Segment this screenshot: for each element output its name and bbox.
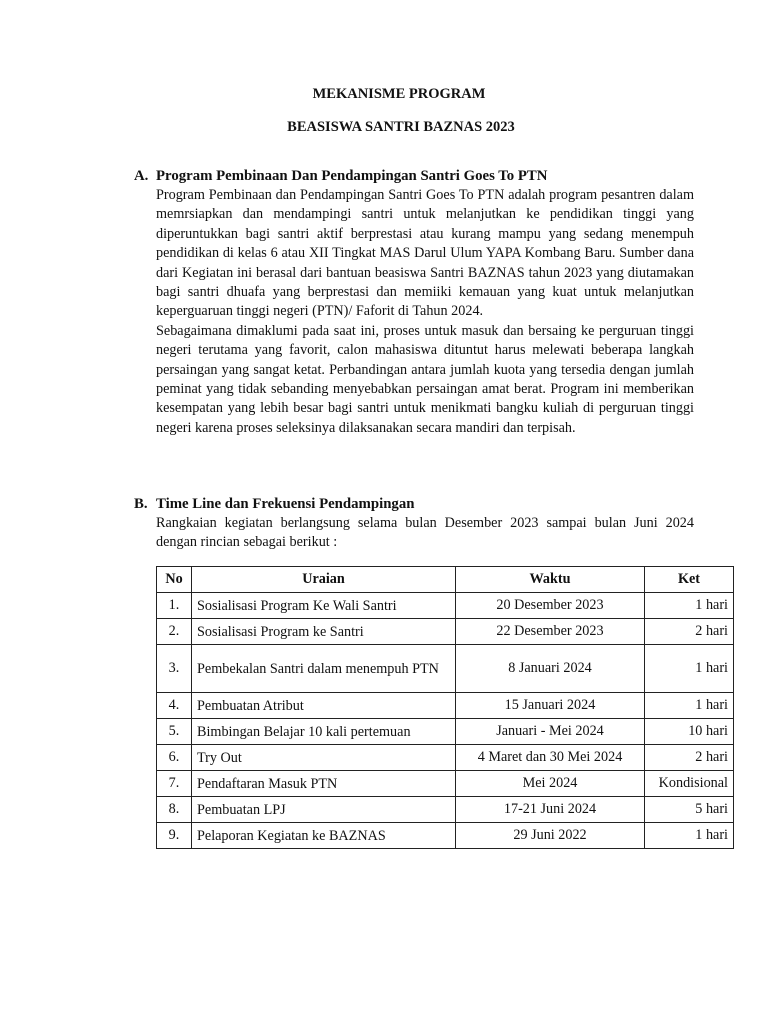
table-row xyxy=(157,693,734,719)
section-b-heading xyxy=(134,496,414,513)
cell-ket: 1 hari xyxy=(645,593,734,619)
cell-no: 5. xyxy=(157,719,192,745)
cell-uraian: Bimbingan Belajar 10 kali pertemuan xyxy=(192,719,456,745)
table-header-row xyxy=(157,567,734,593)
section-a-title: Program Pembinaan Dan Pendampingan Santri Goes To PTN xyxy=(156,168,548,184)
header-no: No xyxy=(157,567,192,593)
cell-ket: 1 hari xyxy=(645,823,734,849)
table-row xyxy=(157,645,734,693)
cell-uraian: Sosialisasi Program ke Santri xyxy=(192,619,456,645)
table-row xyxy=(157,719,734,745)
cell-ket: 10 hari xyxy=(645,719,734,745)
cell-ket: 5 hari xyxy=(645,797,734,823)
cell-waktu: 29 Juni 2022 xyxy=(456,823,645,849)
section-b-intro-text: Rangkaian kegiatan berlangsung selama bulan Desember 2023 sampai bulan Juni 2024 dengan rincian sebagai berikut : xyxy=(156,515,694,551)
table-row xyxy=(157,619,734,645)
document-subtitle: BEASISWA SANTRI BAZNAS 2023 xyxy=(287,119,515,135)
cell-waktu: 15 Januari 2024 xyxy=(456,693,645,719)
section-b-intro xyxy=(156,514,694,553)
cell-uraian: Sosialisasi Program Ke Wali Santri xyxy=(192,593,456,619)
cell-no: 2. xyxy=(157,619,192,645)
section-a-body xyxy=(156,186,694,438)
cell-ket: Kondisional xyxy=(645,771,734,797)
cell-waktu: 17-21 Juni 2024 xyxy=(456,797,645,823)
cell-waktu: Mei 2024 xyxy=(456,771,645,797)
table-row xyxy=(157,593,734,619)
cell-waktu: Januari - Mei 2024 xyxy=(456,719,645,745)
section-b-letter: B. xyxy=(134,496,148,512)
cell-ket: 1 hari xyxy=(645,645,734,693)
cell-no: 1. xyxy=(157,593,192,619)
section-a-heading xyxy=(134,168,547,185)
cell-no: 8. xyxy=(157,797,192,823)
table-row xyxy=(157,823,734,849)
section-a-letter: A. xyxy=(134,168,149,184)
table-row xyxy=(157,771,734,797)
cell-no: 7. xyxy=(157,771,192,797)
cell-no: 4. xyxy=(157,693,192,719)
document-title: MEKANISME PROGRAM xyxy=(312,86,486,102)
cell-uraian: Try Out xyxy=(192,745,456,771)
header-uraian: Uraian xyxy=(192,567,456,593)
cell-uraian: Pendaftaran Masuk PTN xyxy=(192,771,456,797)
timeline-table xyxy=(156,566,734,849)
section-b-title: Time Line dan Frekuensi Pendampingan xyxy=(156,496,415,512)
cell-uraian: Pembekalan Santri dalam menempuh PTN xyxy=(192,645,456,693)
cell-no: 9. xyxy=(157,823,192,849)
section-a-paragraph-2: Sebagaimana dimaklumi pada saat ini, proses untuk masuk dan bersaing ke perguruan tinggi negeri terutama yang favorit, calon mahasiswa dituntut harus melewati beberapa langkah persaingan yang sangat ketat. Perbandingan antara jumlah kuota yang tersedia dengan jumlah peminat yang tidak sebanding menyebabkan persaingan amat berat. Program ini memberikan kesempatan yang lebih besar bagi santri untuk menikmati bangku kuliah di perguruan tinggi negeri karena proses seleksinya dilaksanakan secara mandiri dan terpisah. xyxy=(156,322,694,436)
section-a-paragraph-1: Program Pembinaan dan Pendampingan Santri Goes To PTN adalah program pesantren dalam memrsiapkan dan mendampingi santri untuk melanjutkan ke pendidikan tinggi yang diperuntukkan bagi santri aktif berprestasi atau kurang mampu yang sedang menempuh pendidikan di kelas 6 atau XII Tingkat MAS Darul Ulum YAPA Kombang Baru. Sumber dana dari Kegiatan ini berasal dari bantuan beasiswa Santri BAZNAS tahun 2023 yang diutamakan bagi santri dhuafa yang berprestasi dan memiiki kemauan yang kuat untuk melanjutkan keperguaruan tinggi negeri (PTN)/ Faforit di Tahun 2024. xyxy=(156,187,694,320)
cell-no: 6. xyxy=(157,745,192,771)
cell-uraian: Pembuatan LPJ xyxy=(192,797,456,823)
cell-ket: 2 hari xyxy=(645,619,734,645)
cell-waktu: 8 Januari 2024 xyxy=(456,645,645,693)
header-waktu: Waktu xyxy=(456,567,645,593)
cell-uraian: Pembuatan Atribut xyxy=(192,693,456,719)
table-row xyxy=(157,797,734,823)
header-ket: Ket xyxy=(645,567,734,593)
table-row xyxy=(157,745,734,771)
cell-waktu: 4 Maret dan 30 Mei 2024 xyxy=(456,745,645,771)
cell-ket: 1 hari xyxy=(645,693,734,719)
cell-waktu: 20 Desember 2023 xyxy=(456,593,645,619)
cell-uraian: Pelaporan Kegiatan ke BAZNAS xyxy=(192,823,456,849)
cell-ket: 2 hari xyxy=(645,745,734,771)
cell-no: 3. xyxy=(157,645,192,693)
cell-waktu: 22 Desember 2023 xyxy=(456,619,645,645)
